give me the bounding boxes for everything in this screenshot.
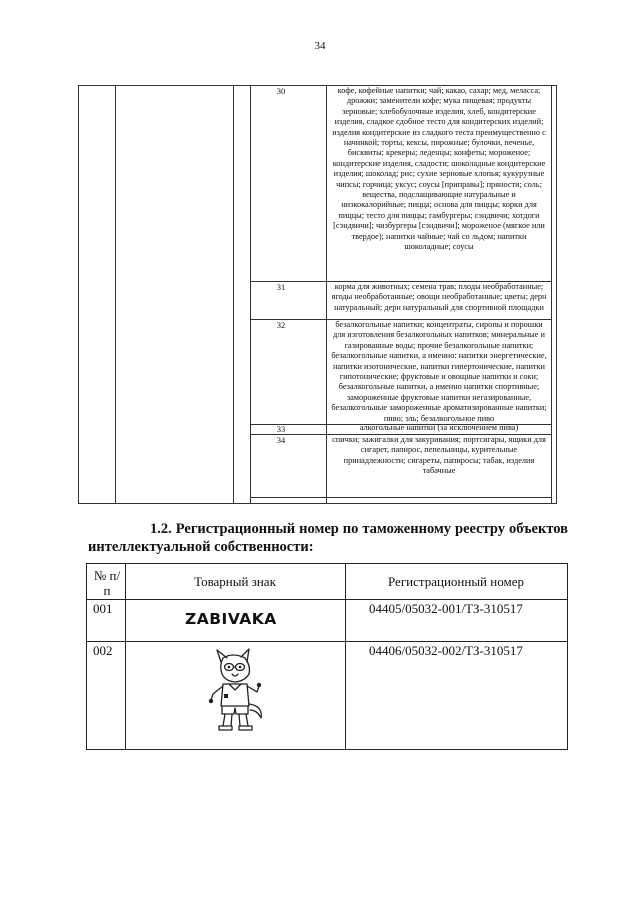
- section-heading: [88, 520, 568, 556]
- class-goods: безалкогольные напитки; концентраты, сиропы и порошки для изготовления безалкогольных напитков; минеральные и газированные воды; прочие безалкогольные напитки; безалкогольные напитки, а именно: напитки энергетические, напитки изотонические, напитки гипертонические, напитки гипотонические; фруктовые и овощные напитки и соки; безалкогольные напитки, а именно напитки спортивные; замороженные фруктовые напитки негазированные, безалкогольные замороженные ароматизированные напитки; пиво; эль; безалкогольное пиво: [331, 320, 547, 423]
- section-title: Регистрационный номер по таможенному реестру объектов интеллектуальной собственности:: [88, 521, 568, 555]
- class-goods: кофе, кофейные напитки; чай; какао, сахар; мед, меласса; дрожжи; заменители кофе; мука пищевая; продукты зерновые; хлебобулочные изделия, хлеб, кондитерские изделия, сладкое сдобное тесто для кондитерских изделий; изделия кондитерские из сладкого теста преимущественно с начинкой; торты, кексы, пирожные; булочки, печенье, бисквиты; крекеры; леденцы; конфеты; мороженое; кондитерские изделия, сладости; шоколадные кондитерские изделия; шоколад; рис; сухие зерновые хлопья; кукурузные чипсы; горчица; уксус; соусы [приправы]; пряности; соль; вещества, подслащивающие натуральные и низкокалорийные; пицца; основа для пиццы; корки для пиццы; тесто для пиццы; гамбургеры; сэндвичи; хотдоги [сэндвичи]; чизбургеры [сэндвичи]; мороженое (мягкое или твердое); напитки чайные; чай со льдом; напитки шоколадные; соусы: [332, 86, 546, 252]
- class-number: 32: [276, 320, 286, 330]
- class-number: 30: [276, 86, 286, 96]
- class-number: 34: [276, 435, 286, 445]
- class-goods: спички; зажигалки для закуривания; портсигары, ящики для сигарет, папирос, пепельницы, курительные принадлежности; сигареты, папиросы; табак, изделия табачные: [332, 435, 546, 476]
- class-number: 31: [276, 282, 286, 292]
- class-goods: алкогольные напитки (за исключением пива): [359, 423, 519, 432]
- table-column-divider: [345, 564, 346, 749]
- table-bottom-border: [78, 503, 556, 504]
- class-number: 33: [276, 424, 286, 434]
- trademark-table: [86, 563, 568, 750]
- row-number: 001: [93, 601, 113, 616]
- header-registration-number: Регистрационный номер: [388, 574, 524, 589]
- mascot-trademark-image: [205, 648, 269, 738]
- table-row-divider: [87, 641, 567, 642]
- class-row: [78, 281, 556, 319]
- section-number: 1.2.: [150, 521, 172, 537]
- table-column-divider: [125, 564, 126, 749]
- header-trademark: Товарный знак: [194, 574, 276, 589]
- table-border-right: [556, 85, 557, 504]
- class-row: [78, 434, 556, 497]
- registration-number: 04405/05032-001/ТЗ-310517: [369, 601, 523, 616]
- class-row: [78, 319, 556, 424]
- class-goods: корма для животных; семена трав; плоды необработанные; ягоды необработанные; овощи необработанные; цветы; дерн натуральный; дерн натуральный для спортивной площадки: [331, 282, 547, 312]
- class-row: [78, 424, 556, 434]
- table-row-divider: [87, 599, 567, 600]
- trademark-wordmark: ZABIVAKA: [185, 610, 277, 628]
- header-number: № п/п: [93, 568, 121, 598]
- registration-number: 04406/05032-002/ТЗ-310517: [369, 643, 523, 658]
- class-row: [78, 85, 556, 281]
- row-divider: [250, 497, 551, 498]
- page-number: 34: [314, 40, 326, 52]
- classes-table: [78, 85, 556, 504]
- row-number: 002: [93, 643, 113, 658]
